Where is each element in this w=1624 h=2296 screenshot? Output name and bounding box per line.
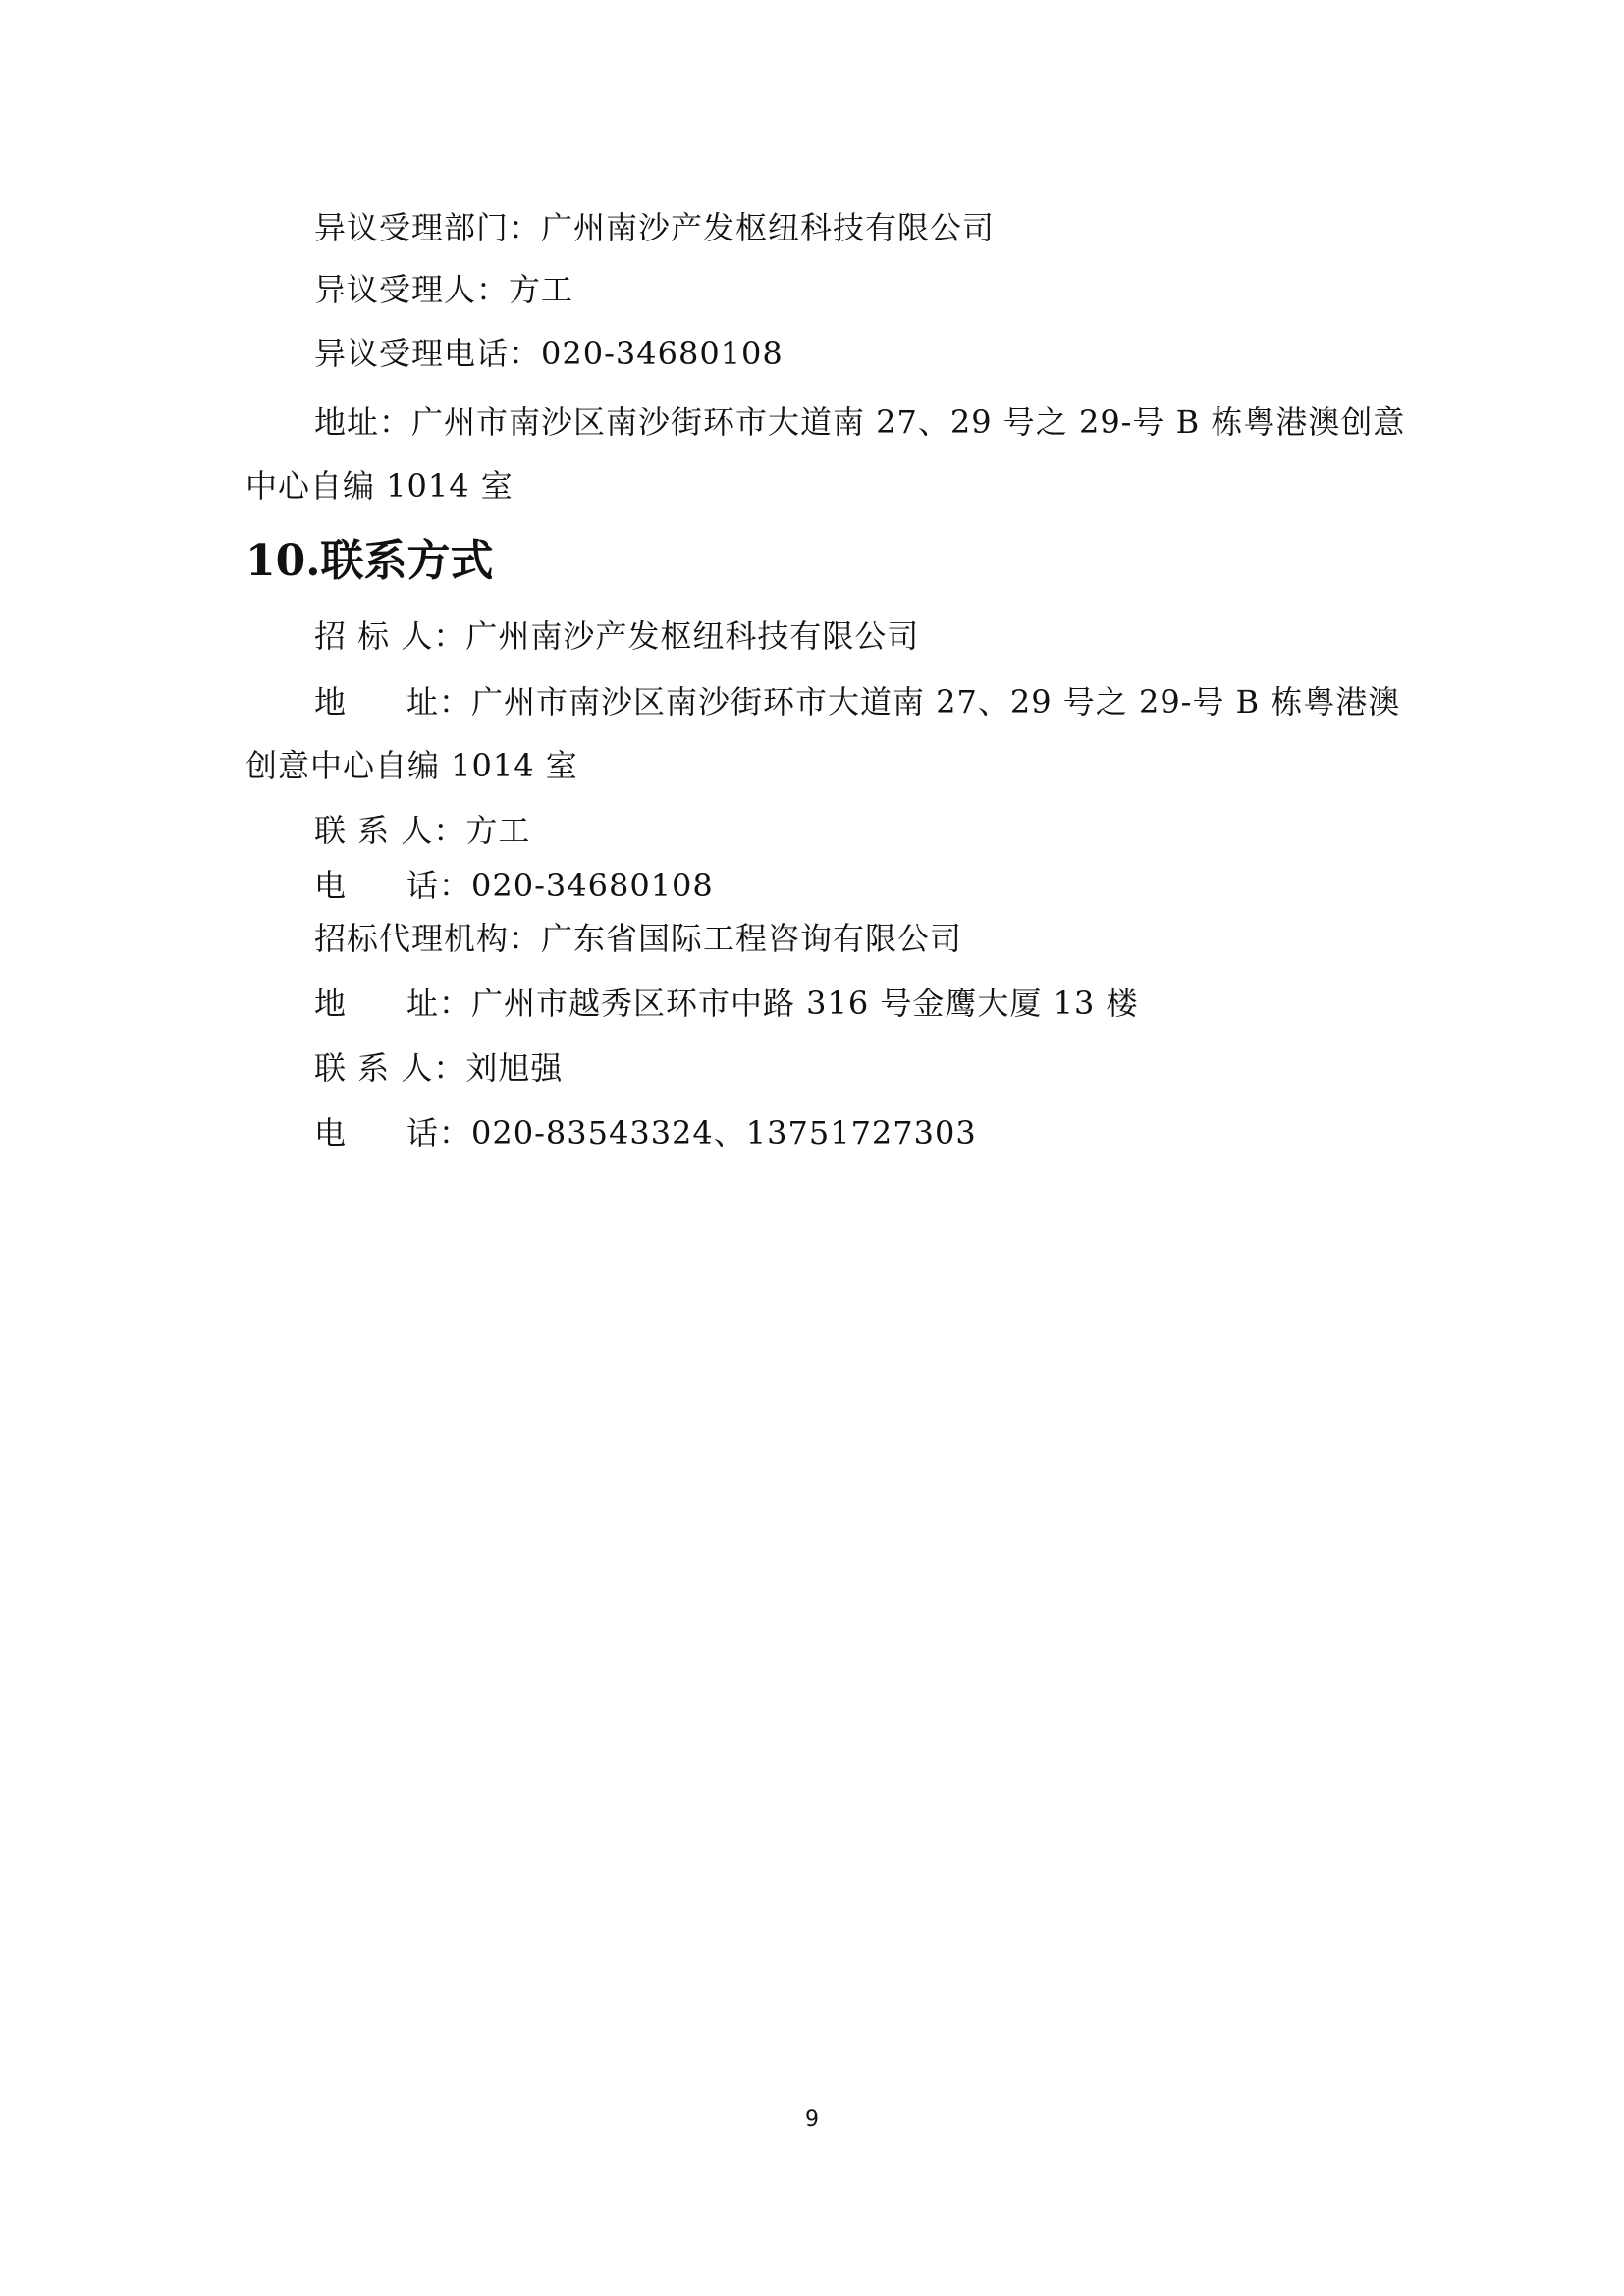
tenderer-contact-key: 联 系 人： (314, 812, 466, 849)
objection-address-line-1: 地址：广州市南沙区南沙街环市大道南 27、29 号之 29-号 B 栋粤港澳创意 (314, 403, 1406, 441)
agency-contact-key: 联 系 人： (314, 1049, 466, 1087)
phone-key-char-2: 话： (406, 867, 471, 904)
agency-phone-line (314, 1113, 977, 1152)
agency-line (314, 919, 962, 958)
agency-contact-value: 刘旭强 (465, 1049, 564, 1087)
agency-value: 广东省国际工程咨询有限公司 (541, 920, 963, 957)
agency-phone-key-char-2: 话： (406, 1114, 471, 1151)
address-key-char-1: 地 (314, 683, 348, 721)
agency-phone-key (314, 1113, 471, 1152)
agency-address-key-char-1: 地 (314, 985, 348, 1022)
section-heading-contact: 10.联系方式 (245, 536, 494, 586)
tenderer-key: 招 标 人： (314, 617, 466, 655)
objection-person-line: 异议受理人：方工 (314, 271, 574, 308)
phone-key-char-1: 电 (314, 867, 348, 904)
agency-phone-key-char-1: 电 (314, 1114, 348, 1151)
tenderer-line (314, 616, 919, 656)
tenderer-contact-value: 方工 (465, 812, 531, 849)
tenderer-contact-line (314, 811, 530, 850)
address-key-char-2: 址： (406, 683, 471, 721)
agency-address-value: 广州市越秀区环市中路 316 号金鹰大厦 13 楼 (471, 985, 1139, 1022)
tenderer-address-key (314, 682, 471, 721)
agency-contact-line (314, 1048, 563, 1088)
agency-address-key (314, 984, 471, 1023)
tenderer-address-line-1 (314, 682, 1400, 721)
tenderer-phone-value: 020-34680108 (471, 867, 714, 904)
agency-address-line (314, 984, 1139, 1023)
tenderer-phone-line (314, 866, 714, 905)
objection-phone-line: 异议受理电话：020-34680108 (314, 335, 784, 372)
tenderer-address-value-1: 广州市南沙区南沙街环市大道南 27、29 号之 29-号 B 栋粤港澳 (471, 683, 1401, 721)
tenderer-phone-key (314, 866, 471, 905)
objection-dept-line: 异议受理部门：广州南沙产发枢纽科技有限公司 (314, 209, 996, 246)
objection-address-line-2: 中心自编 1014 室 (245, 467, 514, 505)
agency-phone-value: 020-83543324、13751727303 (471, 1114, 977, 1151)
tenderer-value: 广州南沙产发枢纽科技有限公司 (465, 617, 920, 655)
page-number: 9 (805, 2108, 819, 2132)
agency-key: 招标代理机构： (314, 920, 542, 957)
tenderer-address-line-2: 创意中心自编 1014 室 (245, 747, 578, 784)
agency-address-key-char-2: 址： (406, 985, 471, 1022)
